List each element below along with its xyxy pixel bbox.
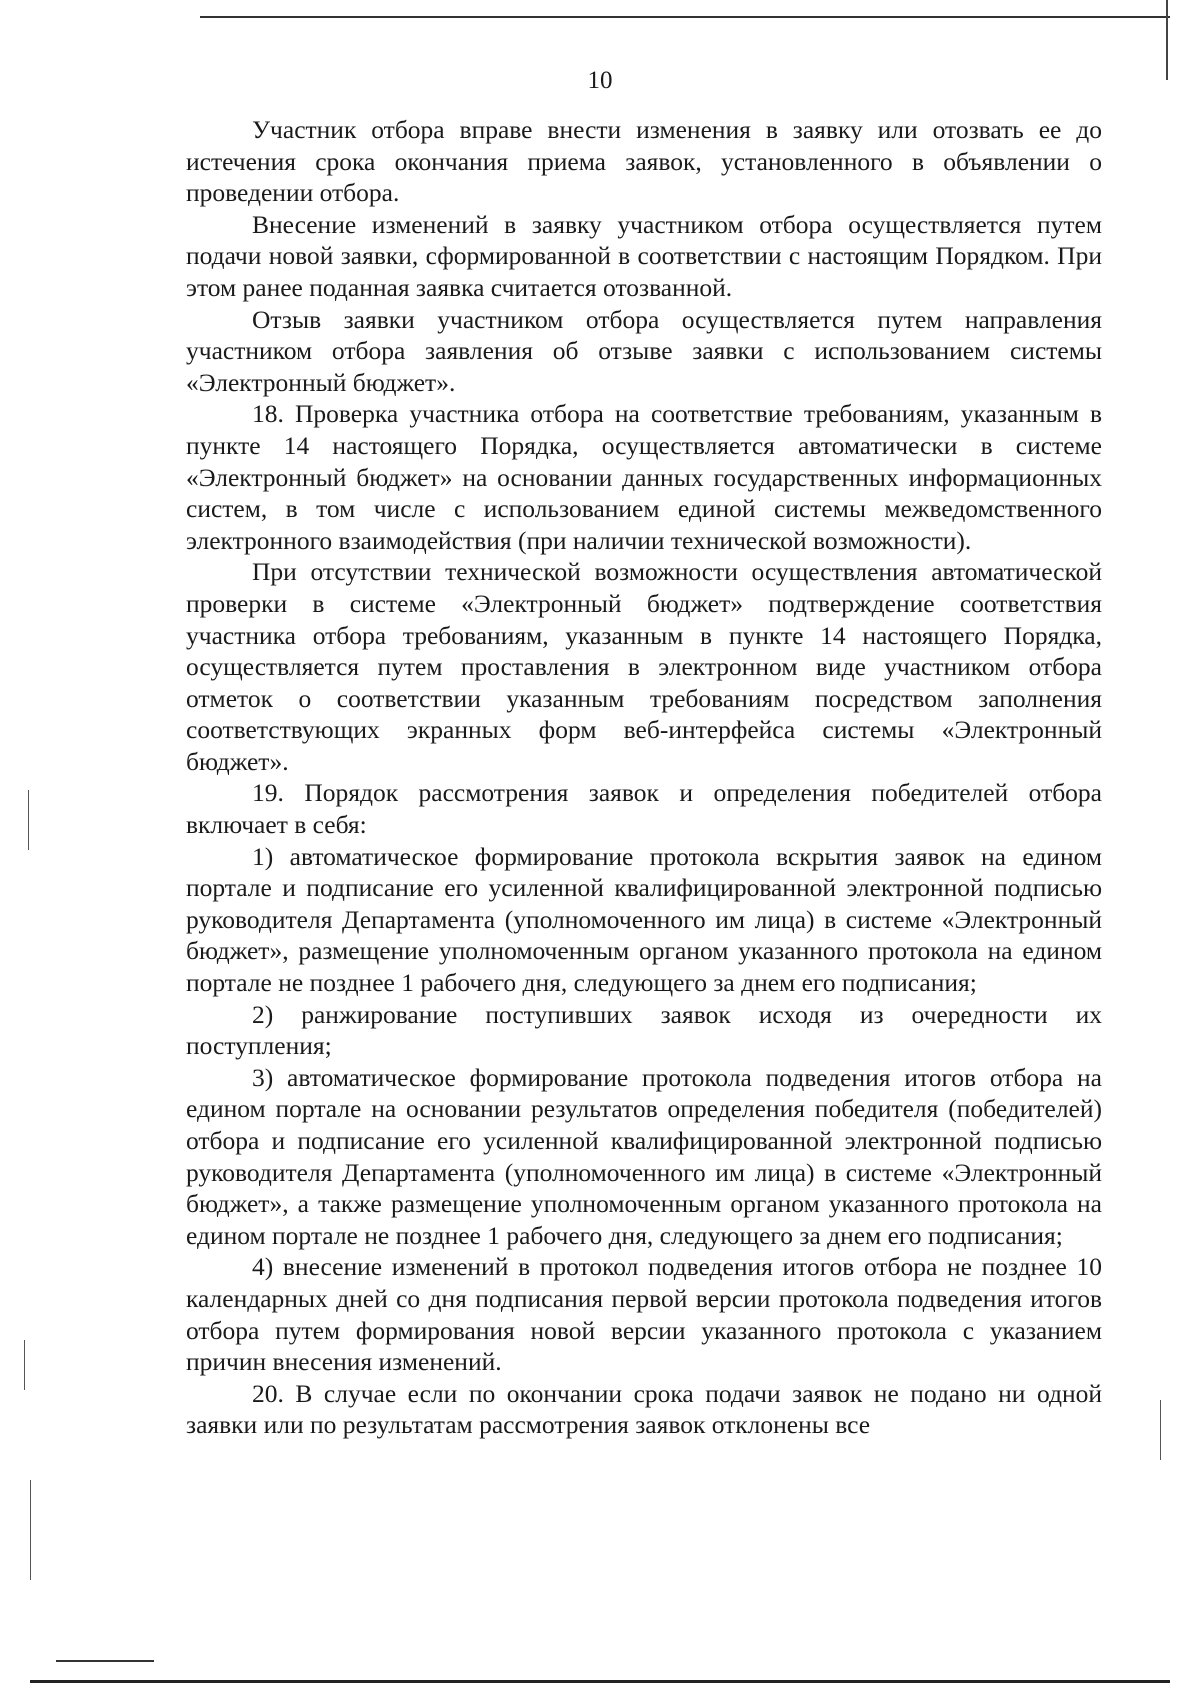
- paragraph-withdrawal: Отзыв заявки участником отбора осуществляется путем направления участником отбора заявления об отзыве заявки с использованием системы «Электронный бюджет».: [186, 304, 1102, 397]
- paragraph-manual-check: При отсутствии технической возможности осуществления автоматической проверки в системе «Электронный бюджет» подтверждение соответствия участника отбора требованиям, указанным в пункте 14 настоящего Порядка, осуществляется путем проставления в электронном виде участником отбора отметок о соответствии указанным требованиям посредством заполнения соответствующих экранных форм веб-интерфейса системы «Электронный бюджет».: [186, 557, 1102, 776]
- paragraph-item-19-2: 2) ранжирование поступивших заявок исходя из очередности их поступления;: [186, 999, 1102, 1061]
- paragraph-item-19-1: 1) автоматическое формирование протокола вскрытия заявок на едином портале и подписание его усиленной квалифицированной электронной подписью руководителя Департамента (уполномоченного им лица) в системе «Электронный бюджет», размещение уполномоченным органом указанного протокола на едином портале не позднее 1 рабочего дня, следующего за днем его подписания;: [186, 841, 1102, 998]
- page-number: 10: [587, 67, 613, 94]
- paragraph-item-19-3: 3) автоматическое формирование протокола подведения итогов отбора на едином портале на основании результатов определения победителя (победителей) отбора и подписание его усиленной квалифицированной электронной подписью руководителя Департамента (уполномоченного им лица) в системе «Электронный бюджет», а также размещение уполномоченным органом указанного протокола на едином портале не позднее 1 рабочего дня, следующего за днем его подписания;: [186, 1062, 1102, 1250]
- paragraph-withdraw-right: Участник отбора вправе внести изменения в заявку или отозвать ее до истечения срока окончания приема заявок, установленного в объявлении о проведении отбора.: [186, 115, 1102, 208]
- document-body: [186, 114, 1102, 1441]
- scan-border-bottom-short: [56, 1660, 154, 1662]
- scan-artifact-line: [1160, 1400, 1161, 1460]
- paragraph-item-20: 20. В случае если по окончании срока подачи заявок не подано ни одной заявки или по результатам рассмотрения заявок отклонены все: [186, 1378, 1102, 1440]
- scan-artifact-line: [28, 790, 29, 850]
- paragraph-item-19: 19. Порядок рассмотрения заявок и определения победителей отбора включает в себя:: [186, 778, 1102, 840]
- scan-artifact-line: [30, 1480, 31, 1580]
- scan-artifact-line: [24, 1340, 25, 1390]
- scan-border-bottom: [30, 1680, 1170, 1683]
- paragraph-item-19-4: 4) внесение изменений в протокол подведения итогов отбора не позднее 10 календарных дней со дня подписания первой версии протокола подведения итогов отбора путем формирования новой версии указанного протокола с указанием причин внесения изменений.: [186, 1252, 1102, 1377]
- scan-border-top: [200, 16, 1170, 18]
- paragraph-amendment: Внесение изменений в заявку участником отбора осуществляется путем подачи новой заявки, сформированной в соответствии с настоящим Порядком. При этом ранее поданная заявка считается отозванной.: [186, 209, 1102, 302]
- paragraph-item-18: 18. Проверка участника отбора на соответствие требованиям, указанным в пункте 14 настоящего Порядка, осуществляется автоматически в системе «Электронный бюджет» на основании данных государственных информационных систем, в том числе с использованием единой системы межведомственного электронного взаимодействия (при наличии технической возможности).: [186, 399, 1102, 555]
